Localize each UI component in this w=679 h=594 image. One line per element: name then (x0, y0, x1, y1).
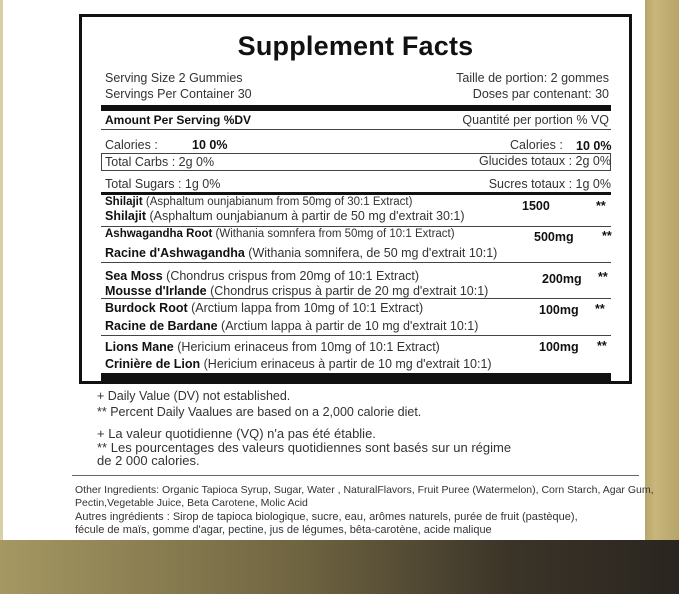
left-edge (0, 0, 3, 540)
total-sugars-fr: Sucres totaux : 1g 0% (488, 177, 611, 191)
serving-size: Serving Size 2 Gummies (105, 71, 243, 85)
dv-not-established: + Daily Value (DV) not established. (97, 389, 291, 403)
ingredient-amount: 200mg (542, 272, 582, 286)
ingredient-desc-fr: (Withania somnifera, de 50 mg d'extrait 10:1) (248, 246, 498, 260)
autres-ingredients-line2: fécule de maïs, gomme d'agar, pectine, jus de légumes, bêta-carotène, acide malique (75, 524, 492, 536)
ingredient-desc-fr: (Asphaltum ounjabianum à partir de 50 mg d'extrait 30:1) (149, 209, 465, 223)
ingredient-desc: (Withania somnfera from 50mg of 10:1 Extract) (215, 228, 455, 240)
ingredient-name: Lions Mane (105, 340, 174, 354)
ingredient-name-fr: Racine d'Ashwagandha (105, 246, 245, 260)
percent-dv-note: ** Percent Daily Vaalues are based on a 2,000 calorie diet. (97, 405, 422, 419)
ingredient-amount: 1500 (522, 199, 550, 213)
ingredient-desc-fr: (Chondrus crispus à partir de 20 mg d'extrait 10:1) (210, 284, 489, 298)
calories-value-fr: 10 0% (576, 139, 612, 153)
ingredient-en (105, 301, 423, 315)
servings-per-container: Servings Per Container 30 (105, 87, 252, 101)
amount-per-serving: Amount Per Serving %DV (105, 113, 252, 127)
ingredient-en (105, 196, 412, 208)
ingredient-en (105, 269, 419, 283)
ingredient-dv: ** (598, 270, 608, 284)
panel-title: Supplement Facts (237, 31, 474, 61)
divider (101, 335, 611, 336)
divider (101, 298, 611, 299)
other-ingredients-line2: Pectin,Vegetable Juice, Beta Carotene, Molic Acid (75, 497, 308, 509)
amount-per-serving-fr: Quantité per portion % VQ (462, 113, 609, 127)
vq-not-established: + La valeur quotidienne (VQ) n'a pas été établie. (97, 426, 376, 441)
ingredient-name: Burdock Root (105, 301, 188, 315)
ingredient-dv: ** (602, 229, 612, 243)
ingredient-amount: 500mg (534, 230, 574, 244)
ingredient-en (105, 340, 440, 354)
divider (101, 129, 611, 130)
ingredient-fr (105, 209, 465, 223)
ingredient-name-fr: Racine de Bardane (105, 319, 218, 333)
other-ingredients-line1: Other Ingredients: Organic Tapioca Syrup, Sugar, Water , NaturalFlavors, Fruit Puree (Watermelon), Corn Starch, Agar Gum, (75, 484, 654, 496)
ingredient-desc-fr: (Hericium erinaceus à partir de 10 mg d'extrait 10:1) (203, 357, 492, 371)
autres-ingredients-line1: Autres ingrédients : Sirop de tapioca biologique, sucre, eau, arômes naturels, purée de fruit (pastèque), (75, 511, 578, 523)
ingredient-name: Sea Moss (105, 269, 163, 283)
medium-rule (101, 192, 611, 195)
ingredient-desc-fr: (Arctium lappa à partir de 10 mg d'extrait 10:1) (221, 319, 479, 333)
serving-size-fr: Taille de portion: 2 gommes (456, 71, 609, 85)
ingredient-dv: ** (595, 302, 605, 316)
ingredient-name-fr: Mousse d'Irlande (105, 284, 207, 298)
gold-frame-right (645, 0, 679, 540)
ingredient-desc: (Hericium erinaceus from 10mg of 10:1 Extract) (177, 340, 440, 354)
divider (101, 226, 611, 227)
ingredient-name: Shilajit (105, 196, 143, 208)
calories-label-fr: Calories : (510, 138, 563, 152)
ingredients-divider (72, 475, 639, 476)
ingredient-desc: (Chondrus crispus from 20mg of 10:1 Extract) (166, 269, 420, 283)
ingredient-desc: (Arctium lappa from 10mg of 10:1 Extract) (191, 301, 424, 315)
total-carbs-fr: Glucides totaux : 2g 0% (478, 154, 611, 168)
ingredient-fr (105, 357, 492, 371)
ingredient-amount: 100mg (539, 303, 579, 317)
total-carbs: Total Carbs : 2g 0% (105, 155, 215, 169)
ingredient-desc: (Asphaltum ounjabianum from 50mg of 30:1 Extract) (145, 196, 413, 208)
supplement-facts-panel (79, 14, 632, 384)
ingredient-name-fr: Crinière de Lion (105, 357, 201, 371)
ingredient-dv: ** (596, 199, 606, 213)
thick-rule-top (101, 105, 611, 111)
ingredient-en (105, 228, 455, 240)
calories-value: 10 0% (192, 138, 228, 152)
total-sugars: Total Sugars : 1g 0% (105, 177, 221, 191)
ingredient-fr (105, 284, 488, 298)
gold-frame-bottom (0, 540, 679, 594)
ingredient-fr (105, 246, 497, 260)
percent-vq-note-line1: ** Les pourcentages des valeurs quotidiennes sont basés sur un régime (97, 440, 512, 455)
thick-rule-bottom (101, 373, 611, 381)
servings-per-container-fr: Doses par contenant: 30 (472, 87, 609, 101)
calories-label: Calories : (105, 138, 158, 152)
ingredient-amount: 100mg (539, 340, 579, 354)
ingredient-name: Ashwagandha Root (105, 228, 213, 240)
ingredient-name-fr: Shilajit (105, 209, 146, 223)
ingredient-dv: ** (597, 339, 607, 353)
ingredient-fr (105, 319, 478, 333)
divider (101, 262, 611, 263)
percent-vq-note-line2: de 2 000 calories. (97, 453, 200, 468)
